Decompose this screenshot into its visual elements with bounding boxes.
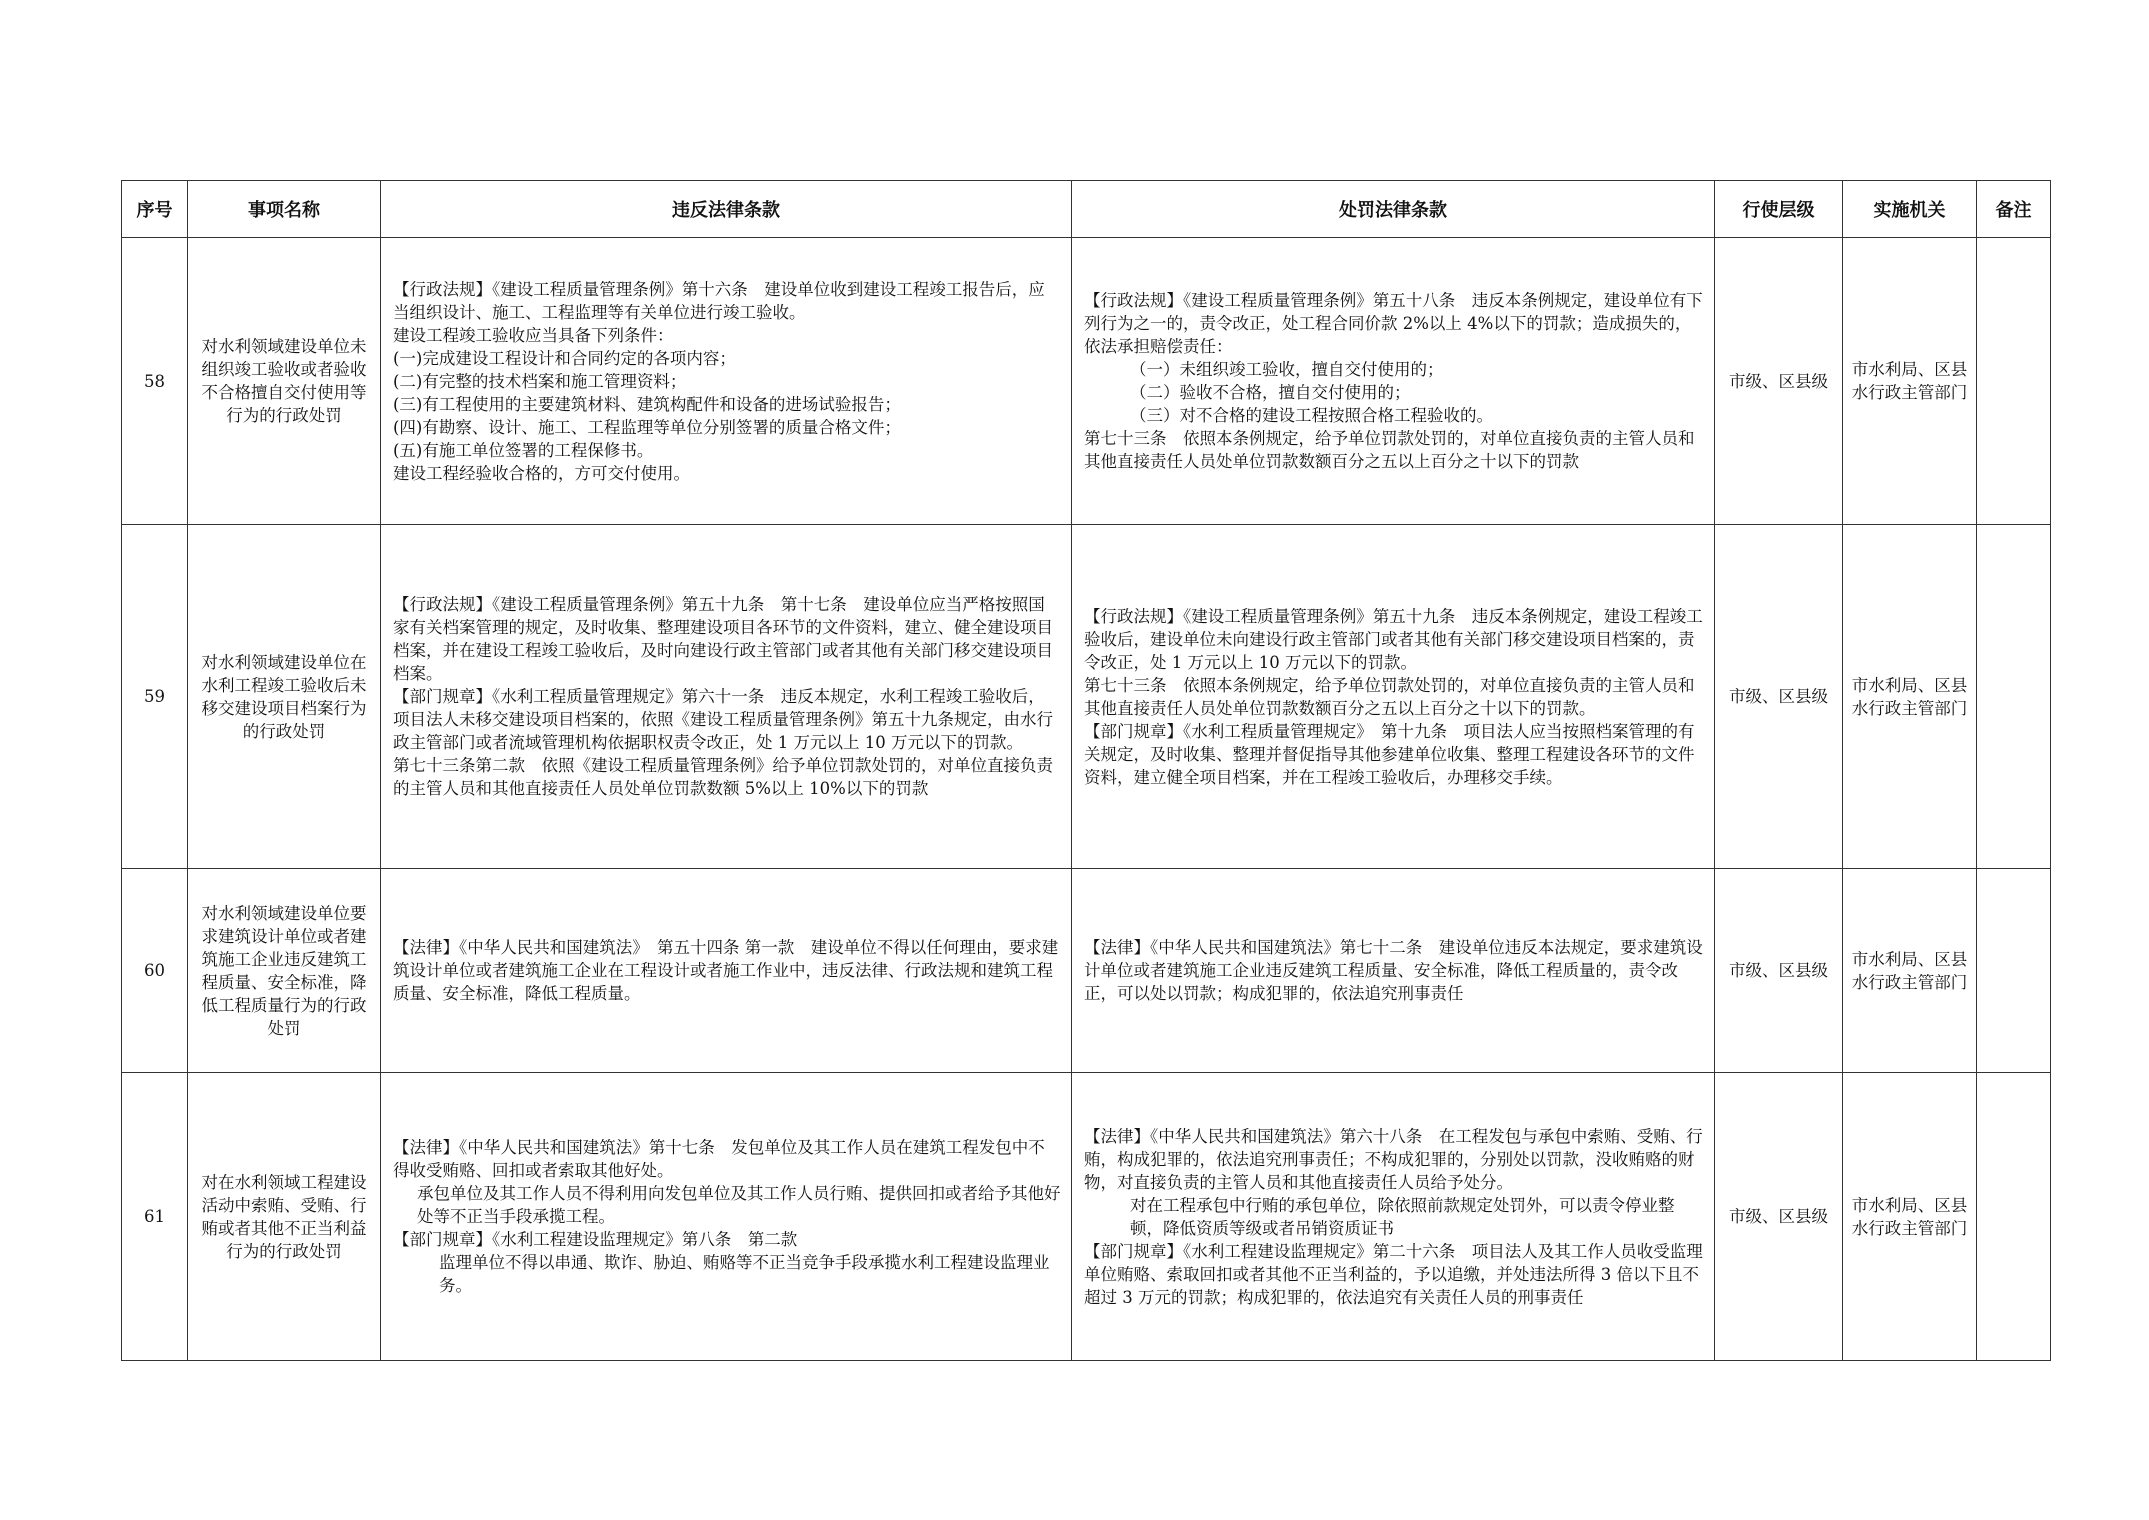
header-org: 实施机关 [1843, 181, 1977, 238]
clause-text: 【部门规章】《水利工程建设监理规定》第二十六条 项目法人及其工作人员收受监理单位贿赂、索取回扣或者其他不正当利益的，予以追缴，并处违法所得 3 倍以下且不超过 3 万元的罚款；构成犯罪的，依法追究有关责任人员的刑事责任 [1084, 1241, 1703, 1307]
enforcement-table [121, 180, 2051, 1361]
row-penalty [1072, 869, 1715, 1073]
clause-text: 第七十三条 依照本条例规定，给予单位罚款处罚的，对单位直接负责的主管人员和其他直接责任人员处单位罚款数额百分之五以上百分之十以下的罚款。 [1084, 675, 1695, 718]
row-num: 60 [122, 869, 188, 1073]
clause-text: 【行政法规】《建设工程质量管理条例》第五十九条 违反本条例规定，建设工程竣工验收后，建设单位未向建设行政主管部门或者其他有关部门移交建设项目档案的，责令改正，处 1 万元以上 10 万元以下的罚款。 [1084, 606, 1703, 672]
header-name: 事项名称 [188, 181, 381, 238]
row-name: 对水利领域建设单位未组织竣工验收或者验收不合格擅自交付使用等行为的行政处罚 [188, 238, 381, 525]
clause-text: 【法律】《中华人民共和国建筑法》第六十八条 在工程发包与承包中索贿、受贿、行贿，构成犯罪的，依法追究刑事责任；不构成犯罪的，分别处以罚款，没收贿赂的财物，对直接负责的主管人员和其他直接责任人员给予处分。 [1084, 1126, 1703, 1192]
table-row [122, 525, 2051, 869]
row-org: 市水利局、区县水行政主管部门 [1843, 869, 1977, 1073]
row-num: 61 [122, 1073, 188, 1361]
clause-text: （一）未组织竣工验收，擅自交付使用的； [1130, 360, 1444, 379]
header-level: 行使层级 [1715, 181, 1843, 238]
row-penalty [1072, 525, 1715, 869]
clause-text: 对在工程承包中行贿的承包单位，除依照前款规定处罚外，可以责令停业整顿，降低资质等级或者吊销资质证书 [1130, 1195, 1675, 1238]
row-note [1977, 238, 2051, 525]
table-row [122, 238, 2051, 525]
clause-text: （二）验收不合格，擅自交付使用的； [1130, 383, 1411, 402]
row-level: 市级、区县级 [1715, 1073, 1843, 1361]
header-row [122, 181, 2051, 238]
row-org: 市水利局、区县水行政主管部门 [1843, 238, 1977, 525]
row-note [1977, 1073, 2051, 1361]
clause-text: 建设工程经验收合格的，方可交付使用。 [393, 463, 690, 483]
clause-text: 【行政法规】《建设工程质量管理条例》第五十九条 第十七条 建设单位应当严格按照国家有关档案管理的规定，及时收集、整理建设项目各环节的文件资料，建立、健全建设项目档案，并在建设工程竣工验收后，及时向建设行政主管部门或者其他有关部门移交建设项目档案。 [393, 595, 1053, 683]
clause-text: 承包单位及其工作人员不得利用向发包单位及其工作人员行贿、提供回扣或者给予其他好处等不正当手段承揽工程。 [417, 1184, 1061, 1226]
clause-text: 【部门规章】《水利工程建设监理规定》第八条 第二款 [393, 1230, 798, 1249]
clause-text: 【法律】《中华人民共和国建筑法》第七十二条 建设单位违反本法规定，要求建筑设计单位或者建筑施工企业违反建筑工程质量、安全标准，降低工程质量的，责令改正，可以处以罚款；构成犯罪的，依法追究刑事责任 [1084, 938, 1703, 1003]
row-level: 市级、区县级 [1715, 238, 1843, 525]
row-name: 对水利领域建设单位要求建筑设计单位或者建筑施工企业违反建筑工程质量、安全标准，降低工程质量行为的行政处罚 [188, 869, 381, 1073]
clause-text: 【行政法规】《建设工程质量管理条例》第五十八条 违反本条例规定，建设单位有下列行为之一的，责令改正，处工程合同价款 2%以上 4%以下的罚款；造成损失的，依法承担赔偿责任： [1084, 291, 1703, 356]
row-org: 市水利局、区县水行政主管部门 [1843, 525, 1977, 869]
row-violation [381, 525, 1072, 869]
row-level: 市级、区县级 [1715, 525, 1843, 869]
row-note [1977, 869, 2051, 1073]
clause-text: 【法律】《中华人民共和国建筑法》第十七条 发包单位及其工作人员在建筑工程发包中不得收受贿赂、回扣或者索取其他好处。 [393, 1138, 1045, 1180]
clause-text: (三)有工程使用的主要建筑材料、建筑构配件和设备的进场试验报告； [393, 394, 901, 414]
row-penalty [1072, 238, 1715, 525]
clause-text: 【行政法规】《建设工程质量管理条例》第十六条 建设单位收到建设工程竣工报告后，应当组织设计、施工、工程监理等有关单位进行竣工验收。 [393, 279, 1045, 322]
row-name: 对在水利领域工程建设活动中索贿、受贿、行贿或者其他不正当利益行为的行政处罚 [188, 1073, 381, 1361]
header-note: 备注 [1977, 181, 2051, 238]
clause-text: 建设工程竣工验收应当具备下列条件： [393, 325, 674, 345]
row-violation [381, 238, 1072, 525]
header-num: 序号 [122, 181, 188, 238]
table-row [122, 869, 2051, 1073]
clause-text: 监理单位不得以串通、欺诈、胁迫、贿赂等不正当竞争手段承揽水利工程建设监理业务。 [439, 1253, 1050, 1295]
clause-text: (二)有完整的技术档案和施工管理资料； [393, 371, 687, 391]
table-row [122, 1073, 2051, 1361]
clause-text: 【法律】《中华人民共和国建筑法》 第五十四条 第一款 建设单位不得以任何理由，要求建筑设计单位或者建筑施工企业在工程设计或者施工作业中，违反法律、行政法规和建筑工程质量、安全标准，降低工程质量。 [393, 938, 1059, 1003]
row-name: 对水利领域建设单位在水利工程竣工验收后未移交建设项目档案行为的行政处罚 [188, 525, 381, 869]
row-num: 58 [122, 238, 188, 525]
clause-text: 【部门规章】《水利工程质量管理规定》第六十一条 违反本规定，水利工程竣工验收后，项目法人未移交建设项目档案的，依照《建设工程质量管理条例》第五十九条规定，由水行政主管部门或者流域管理机构依据职权责令改正，处 1 万元以上 10 万元以下的罚款。 [393, 687, 1053, 752]
clause-text: (一)完成建设工程设计和合同约定的各项内容； [393, 348, 736, 368]
row-num: 59 [122, 525, 188, 869]
clause-text: 第七十三条第二款 依照《建设工程质量管理条例》给予单位罚款处罚的，对单位直接负责的主管人员和其他直接责任人员处单位罚款数额 5%以上 10%以下的罚款 [393, 756, 1053, 798]
row-violation [381, 1073, 1072, 1361]
clause-text: (五)有施工单位签署的工程保修书。 [393, 440, 654, 460]
header-penalty: 处罚法律条款 [1072, 181, 1715, 238]
row-violation [381, 869, 1072, 1073]
row-level: 市级、区县级 [1715, 869, 1843, 1073]
header-violation: 违反法律条款 [381, 181, 1072, 238]
clause-text: 第七十三条 依照本条例规定，给予单位罚款处罚的，对单位直接负责的主管人员和其他直接责任人员处单位罚款数额百分之五以上百分之十以下的罚款 [1084, 429, 1695, 471]
row-penalty [1072, 1073, 1715, 1361]
clause-text: 【部门规章】《水利工程质量管理规定》 第十九条 项目法人应当按照档案管理的有关规定，及时收集、整理并督促指导其他参建单位收集、整理工程建设各环节的文件资料，建立健全项目档案，并在工程竣工验收后，办理移交手续。 [1084, 721, 1695, 787]
clause-text: (四)有勘察、设计、施工、工程监理等单位分别签署的质量合格文件； [393, 417, 901, 437]
row-org: 市水利局、区县水行政主管部门 [1843, 1073, 1977, 1361]
clause-text: （三）对不合格的建设工程按照合格工程验收的。 [1130, 406, 1493, 425]
row-note [1977, 525, 2051, 869]
